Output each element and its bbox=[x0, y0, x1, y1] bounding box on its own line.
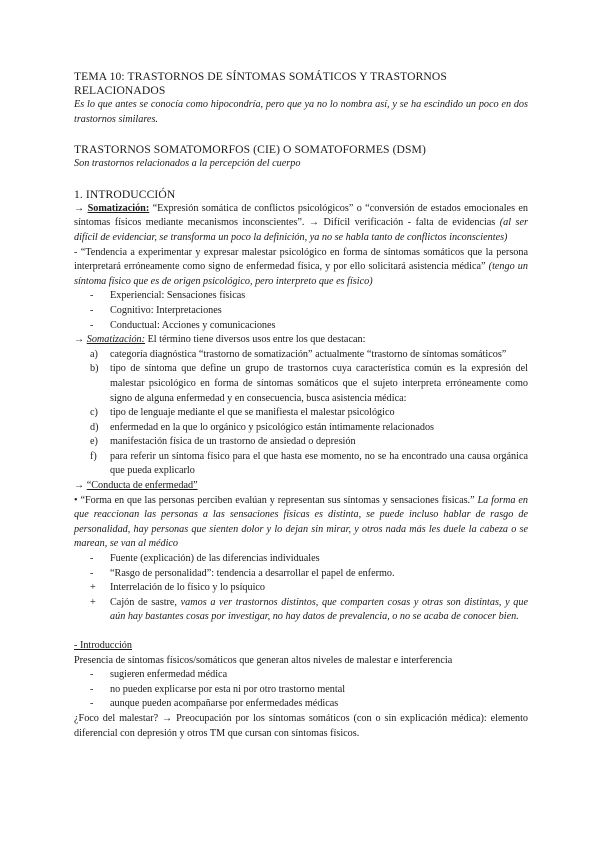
intro2-label: - Introducción bbox=[74, 640, 132, 651]
section-subheading: Son trastornos relacionados a la percepción del cuerpo bbox=[74, 158, 301, 170]
forma-text: • “Forma en que las personas perciben evalúan y representan sus síntomas y sensaciones físicas.” bbox=[74, 494, 478, 506]
list-item: c) tipo de lenguaje mediante el que se manifiesta el malestar psicológico bbox=[90, 407, 395, 419]
somatization-uses-label: Somatización: bbox=[86, 334, 146, 346]
tendency-note: (tengo un síntoma físico que es de origen psicológico, pero interpreto que es físico) bbox=[74, 261, 528, 287]
tendency-paragraph bbox=[74, 246, 528, 290]
list-item: - sugieren enfermedad médica bbox=[90, 669, 228, 681]
somatization-label: Somatización: bbox=[87, 202, 150, 214]
conducta-heading bbox=[74, 479, 528, 494]
list-item: - Experiencial: Sensaciones físicas bbox=[90, 290, 246, 302]
list-item: + Interrelación de lo físico y lo psíquico bbox=[90, 582, 266, 594]
list-item: f) para referir un síntoma físico para el que hasta ese momento, no se ha encontrado una causa orgánica que pueda explicarlo bbox=[90, 450, 528, 477]
factors-list bbox=[74, 552, 528, 625]
somatization-text: “Expresión somática de conflictos psicológicos” o “conversión de estados emocionales en síntomas físicos mediante mecanismos inconscientes”. → Difícil verificación - falta de evidencias bbox=[74, 202, 529, 229]
uses-list bbox=[74, 348, 528, 479]
list-item: a) categoría diagnóstica “trastorno de somatización” actualmente “trastorno de síntomas somáticos” bbox=[90, 348, 507, 360]
forma-note: La forma en que reaccionan las personas a las sensaciones físicas es distinta, se puede incluso hablar de rasgo de personalidad, hay personas que sienten dolor y lo dejan sin mirar, y otros nada más les duele la cabeza o se marean, se van al médico bbox=[74, 494, 528, 550]
list-item: d) enfermedad en la que lo orgánico y psicológico están íntimamente relacionados bbox=[90, 421, 435, 433]
list-item: - Conductual: Acciones y comunicaciones bbox=[90, 319, 276, 331]
document-content bbox=[74, 70, 528, 741]
list-item: - aunque pueden acompañarse por enfermedades médicas bbox=[90, 698, 339, 710]
tendency-text: - “Tendencia a experimentar y expresar malestar psicológico en forma de síntomas somáticos que la persona interpretará erróneamente como signo de enfermedad física, y por ello solicitará asistencia médica” bbox=[74, 246, 528, 273]
foco-paragraph: ¿Foco del malestar? → Preocupación por los síntomas somáticos (con o sin explicación médica): elemento diferencial con depresión y otros TM que cursan con síntomas físicos. bbox=[74, 712, 528, 739]
conducta-label: “Conducta de enfermedad” bbox=[86, 480, 198, 492]
somatization-paragraph bbox=[74, 202, 528, 246]
somatization-uses-text: El término tiene diversos usos entre los que destacan: bbox=[145, 334, 366, 346]
list-item: - no pueden explicarse por esta ni por otro trastorno mental bbox=[90, 683, 346, 695]
forma-paragraph bbox=[74, 494, 528, 552]
list-item: e) manifestación física de un trastorno de ansiedad o depresión bbox=[90, 436, 356, 448]
arrow-icon: → bbox=[74, 480, 85, 492]
intro2-text: Presencia de síntomas físicos/somáticos que generan altos niveles de malestar e interferencia bbox=[74, 654, 453, 666]
list-item: + Cajón de sastre, vamos a ver trastornos distintos, que comparten cosas y otras son distintas, y que aún hay bastantes cosas por investigar, no hay datos de prevalencia, o no se acaba de conocer bien. bbox=[90, 596, 528, 623]
presence-list bbox=[74, 668, 528, 712]
list-item: - Fuente (explicación) de las diferencias individuales bbox=[90, 553, 320, 565]
intro-heading: 1. INTRODUCCIÓN bbox=[74, 187, 176, 201]
dimensions-list bbox=[74, 289, 528, 333]
section-heading: TRASTORNOS SOMATOMORFOS (CIE) O SOMATOFORMES (DSM) bbox=[74, 143, 426, 157]
list-item: - “Rasgo de personalidad”: tendencia a desarrollar el papel de enfermo. bbox=[90, 567, 395, 579]
somatization-note: (al ser difícil de evidenciar, se transforma un poco la definición, ya no se habla tanto de conflictos inconscientes) bbox=[74, 217, 528, 243]
arrow-icon: → bbox=[74, 202, 85, 214]
document-subtitle: Es lo que antes se conocía como hipocondría, pero que ya no lo nombra así, y se ha escindido un poco en dos trastornos similares. bbox=[74, 99, 528, 125]
somatization-uses-paragraph bbox=[74, 333, 528, 348]
list-item: b) tipo de síntoma que define un grupo de trastornos cuya característica común es la expresión del malestar psicológico en forma de síntomas somáticos que el sujeto interpreta erróneamente como signo de alguna enfermedad y en consecuencia, busca asistencia médica: bbox=[90, 363, 528, 404]
list-item: - Cognitivo: Interpretaciones bbox=[90, 304, 222, 316]
arrow-icon: → bbox=[74, 334, 85, 346]
document-title: TEMA 10: TRASTORNOS DE SÍNTOMAS SOMÁTICOS Y TRASTORNOS RELACIONADOS bbox=[74, 70, 447, 97]
intro2-heading bbox=[74, 639, 528, 654]
